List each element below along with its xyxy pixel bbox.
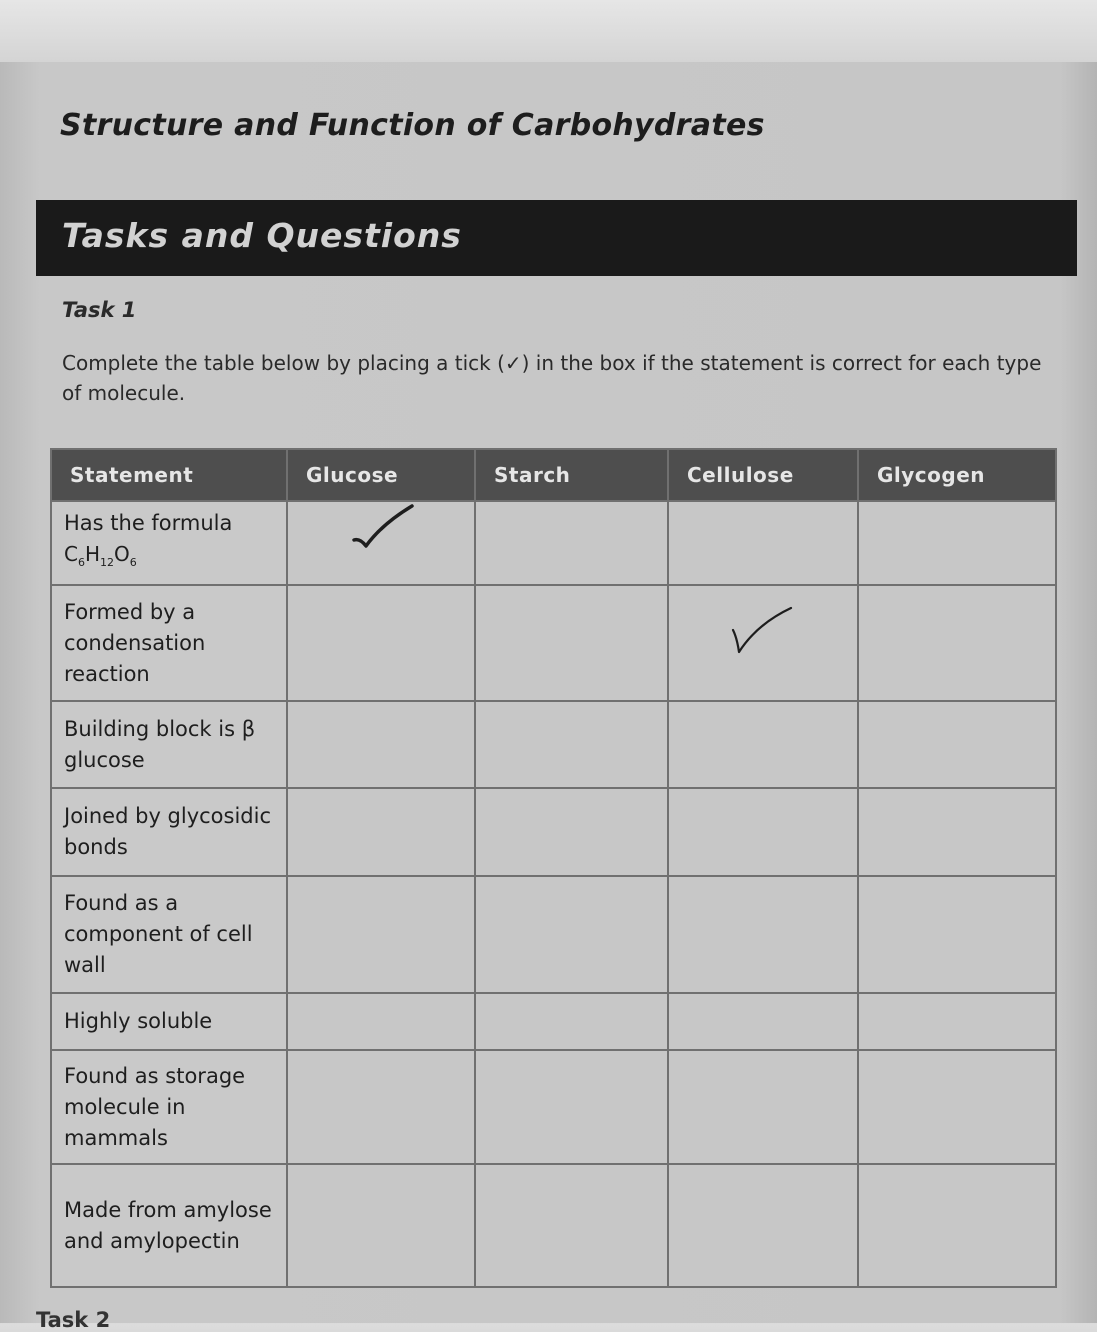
table-row bbox=[51, 1164, 1056, 1287]
table-row bbox=[51, 876, 1056, 993]
answer-box-starch[interactable] bbox=[475, 585, 668, 702]
answer-box-glycogen[interactable] bbox=[858, 876, 1056, 993]
check-mark-icon bbox=[348, 498, 428, 558]
table-row bbox=[51, 585, 1056, 702]
answer-box-glucose[interactable] bbox=[287, 788, 475, 876]
answer-box-cellulose[interactable] bbox=[668, 1050, 858, 1164]
statement-cell bbox=[51, 585, 287, 702]
column-header-starch: Starch bbox=[475, 449, 668, 501]
check-mark-icon bbox=[669, 586, 857, 701]
table-row bbox=[51, 1050, 1056, 1164]
answer-box-glucose[interactable] bbox=[287, 1164, 475, 1287]
statement-text: Formed by a condensation reaction bbox=[64, 599, 206, 686]
check-mark-icon bbox=[727, 604, 807, 664]
answer-box-cellulose[interactable] bbox=[668, 585, 858, 702]
answer-box-glucose[interactable] bbox=[287, 585, 475, 702]
chemical-formula bbox=[64, 539, 286, 578]
answer-box-starch[interactable] bbox=[475, 993, 668, 1050]
task-label: Task 1 bbox=[62, 298, 137, 322]
table-row bbox=[51, 788, 1056, 876]
statement-text: Has the formula bbox=[64, 510, 233, 535]
answer-box-glycogen[interactable] bbox=[858, 585, 1056, 702]
answer-box-cellulose[interactable] bbox=[668, 1164, 858, 1287]
statement-text: Found as a component of cell wall bbox=[64, 890, 253, 977]
statement-cell bbox=[51, 876, 287, 993]
column-header-glucose: Glucose bbox=[287, 449, 475, 501]
carbohydrate-table bbox=[50, 448, 1057, 1288]
statement-cell bbox=[51, 701, 287, 788]
table-row bbox=[51, 701, 1056, 788]
answer-box-glucose[interactable] bbox=[287, 876, 475, 993]
answer-box-glucose[interactable] bbox=[287, 993, 475, 1050]
tick-stroke bbox=[733, 608, 791, 652]
statement-cell bbox=[51, 788, 287, 876]
table-row bbox=[51, 993, 1056, 1050]
answer-box-cellulose[interactable] bbox=[668, 876, 858, 993]
answer-box-glucose[interactable] bbox=[287, 701, 475, 788]
formula-subscript: 12 bbox=[100, 555, 115, 569]
statement-cell bbox=[51, 993, 287, 1050]
check-mark-icon bbox=[288, 502, 474, 584]
answer-box-glycogen[interactable] bbox=[858, 1164, 1056, 1287]
formula-subscript: 6 bbox=[129, 555, 137, 569]
table-header-row bbox=[51, 449, 1056, 501]
statement-text: Found as storage molecule in mammals bbox=[64, 1063, 246, 1150]
formula-element: C bbox=[64, 541, 78, 566]
statement-text: Highly soluble bbox=[64, 1008, 213, 1033]
answer-box-starch[interactable] bbox=[475, 701, 668, 788]
formula-element: H bbox=[84, 541, 101, 566]
answer-box-glycogen[interactable] bbox=[858, 788, 1056, 876]
formula-element: O bbox=[114, 541, 130, 566]
answer-box-starch[interactable] bbox=[475, 876, 668, 993]
statement-text: Joined by glycosidic bonds bbox=[64, 804, 272, 860]
tick-stroke bbox=[354, 506, 412, 546]
statement-text: Made from amylose and amylopectin bbox=[64, 1197, 272, 1253]
section-title: Tasks and Questions bbox=[62, 216, 462, 255]
statement-cell bbox=[51, 1050, 287, 1164]
answer-box-starch[interactable] bbox=[475, 1164, 668, 1287]
page-top-edge bbox=[0, 0, 1097, 62]
section-banner bbox=[36, 200, 1077, 276]
column-header-statement: Statement bbox=[51, 449, 287, 501]
answer-box-starch[interactable] bbox=[475, 501, 668, 585]
statement-cell bbox=[51, 1164, 287, 1287]
answer-box-glycogen[interactable] bbox=[858, 701, 1056, 788]
task-instructions: Complete the table below by placing a tick (✓) in the box if the statement is correct for each type of molecule. bbox=[62, 351, 1042, 405]
answer-box-starch[interactable] bbox=[475, 1050, 668, 1164]
formula-subscript: 6 bbox=[77, 555, 85, 569]
column-header-cellulose: Cellulose bbox=[668, 449, 858, 501]
statement-text: Building block is β glucose bbox=[64, 716, 256, 772]
answer-box-starch[interactable] bbox=[475, 788, 668, 876]
answer-box-cellulose[interactable] bbox=[668, 501, 858, 585]
answer-box-glycogen[interactable] bbox=[858, 501, 1056, 585]
answer-box-cellulose[interactable] bbox=[668, 701, 858, 788]
statement-cell bbox=[51, 501, 287, 585]
table-row bbox=[51, 501, 1056, 585]
answer-box-glucose[interactable] bbox=[287, 1050, 475, 1164]
page-title: Structure and Function of Carbohydrates bbox=[60, 108, 765, 143]
answer-box-cellulose[interactable] bbox=[668, 993, 858, 1050]
answer-box-glucose[interactable] bbox=[287, 501, 475, 585]
answer-box-glycogen[interactable] bbox=[858, 993, 1056, 1050]
answer-box-glycogen[interactable] bbox=[858, 1050, 1056, 1164]
answer-box-cellulose[interactable] bbox=[668, 788, 858, 876]
column-header-glycogen: Glycogen bbox=[858, 449, 1056, 501]
next-task-label: Task 2 bbox=[36, 1308, 111, 1332]
